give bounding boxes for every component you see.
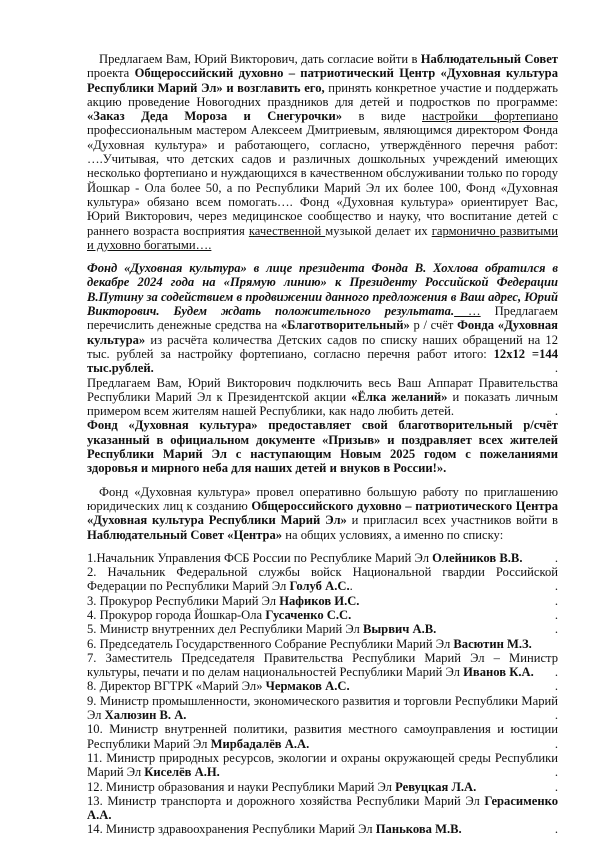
program-name: «Заказ Деда Мороза и Снегурочки» xyxy=(87,109,343,124)
total-amount: 12х12 =144 тыс.рублей. xyxy=(87,346,558,376)
paragraph-participants-intro: Фонд «Духовная культура» провел оперативно большую работу по приглашению юридических лиц к созданию Общероссийского духовно – патриотического Центра «Духовная культура Республики Марий Эл» и пригласил всех участников войти в Наблюдательный Совет «Центра» на общих условиях, а именно по списку: xyxy=(87,484,559,542)
list-item: 4. Прокурор города Йошкар-Ола Гусаченко С.С. . xyxy=(87,607,558,622)
participants-list xyxy=(87,551,558,837)
list-item: 2. Начальник Федеральной службы войск Национальной гвардии Российской Федерации по Республики Марий Эл Голуб А.С.. . xyxy=(87,565,558,594)
paragraph-appeal: Фонд «Духовная культура» в лице президента Фонда В. Хохлова обратился в декабре 2024 года на «Прямую линию» к Президенту Российской Федерации В.Путину за содействием в продвижении данного предложения в Ваш адрес, Юрий Викторович. Будем ждать положительного результата. … Предлагаем перечислить денежные средства на «Благотворительный» р / счёт Фонда «Духовная культура» из расчёта количества Детских садов по списку наших обращений на 12 тыс. рублей за настройку фортепиано, согласно перечня работ итого: 12х12 =144 тыс.рублей. . Предлагаем Вам, Юрий Викторович подключить весь Ваш Аппарат Правительства Республики Марий Эл к Президентской акции «Ёлка желаний» и показать личным примером всем жителям нашей Республики, как надо любить детей. . Фонд «Духовная культура» предоставляет свой благотворительный р/счёт указанный в официальном документе «Призыв» и поздравляет всех жителей Республики Марий Эл с наступающим Новым 2025 годом с пожеланиями здоровья и мирного неба для наших детей и внуков в России!». xyxy=(87,261,558,476)
list-item: 14. Министр здравоохранения Республики Марий Эл Панькова М.В. . xyxy=(87,822,558,837)
new-year-greeting: Фонд «Духовная культура» предоставляет свой благотворительный р/счёт указанный в официальном документе «Призыв» и поздравляет всех жителей Республики Марий Эл с наступающим Новым 2025 годом с пожеланиями здоровья и мирного неба для наших детей и внуков в России!». xyxy=(87,418,558,476)
list-item: 12. Министр образования и науки Республики Марий Эл Ревуцкая Л.А. . xyxy=(87,779,558,794)
list-item: 7. Заместитель Председателя Правительства Республики Марий Эл – Министр культуры, печати и по делам национальностей Республики Марий Эл Иванов К.А. . xyxy=(87,650,558,680)
paragraph-invitation: Предлагаем Вам, Юрий Викторович, дать согласие войти в Наблюдательный Совет проекта Общероссийский духовно – патриотический Центр «Духовная культура Республики Марий Эл» и возглавить его, принять конкретное участие и поддержать акцию проведение Новогодних праздников для детей и подростков по программе: «Заказ Деда Мороза и Снегурочки» в виде настройки фортепиано профессиональным мастером Алексеем Дмитриевым, являющимся директором Фонда «Духовная культура» и работающего, согласно, утверждённого перечня работ: ….Учитывая, что детских садов и различных дошкольных учреждений имеющих несколько фортепиано и нуждающихся в качественном обслуживании только по городу Йошкар - Ола более 50, а по Республики Марий Эл их более 100, Фонд «Духовная культура» обязано всем помогать…. Фонд «Духовная культура» ориентирует Вас, Юрий Викторович, через медицинское сообщество и науку, что воспитание детей с раннего возраста восприятия качественной музыкой делает их гармонично развитыми и духовно богатыми…. xyxy=(87,52,559,252)
list-item: 1.Начальник Управления ФСБ России по Республике Марий Эл Олейников В.В. . xyxy=(87,550,558,565)
supervisory-board-term: Наблюдательный Совет xyxy=(420,52,558,66)
wish-tree-action: «Ёлка желаний» xyxy=(351,389,448,404)
appeal-statement: Фонд «Духовная культура» в лице президента Фонда В. Хохлова обратился в декабре 2024 года на «Прямую линию» к Президенту Российской Федерации В.Путину за содействием в продвижении данного предложения в Ваш адрес, Юрий Викторович. Будем ждать положительного результата. xyxy=(87,261,558,319)
list-item: 6. Председатель Государственного Собрание Республики Марий Эл Васютин М.З. xyxy=(87,636,532,651)
list-item: 5. Министр внутренних дел Республики Марий Эл Вырвич А.В. . xyxy=(87,622,558,637)
list-item: 10. Министр внутренней политики, развития местного самоуправления и юстиции Республики Марий Эл Мирбадалёв А.А. . xyxy=(87,722,558,751)
list-item: 11. Министр природных ресурсов, экологии и охраны окружающей среды Республики Марий Эл Киселёв А.Н. . xyxy=(87,750,558,780)
list-item: 3. Прокурор Республики Марий Эл Нафиков И.С. . xyxy=(87,593,558,608)
document-page xyxy=(87,52,558,837)
list-item: 13. Министр транспорта и дорожного хозяйства Республики Марий Эл Герасименко А.А. xyxy=(87,793,558,823)
project-name: Общероссийский духовно – патриотический Центр «Духовная культура Республики Марий Эл» и возглавить его, xyxy=(87,66,558,95)
list-item: 9. Министр промышленности, экономического развития и торговли Республики Марий Эл Халюзин В. А. . xyxy=(87,693,558,723)
piano-tuning-underlined: настройки фортепиано xyxy=(422,109,559,124)
list-item: 8. Директор ВГТРК «Марий Эл» Чермаков А.С. . xyxy=(87,679,558,694)
